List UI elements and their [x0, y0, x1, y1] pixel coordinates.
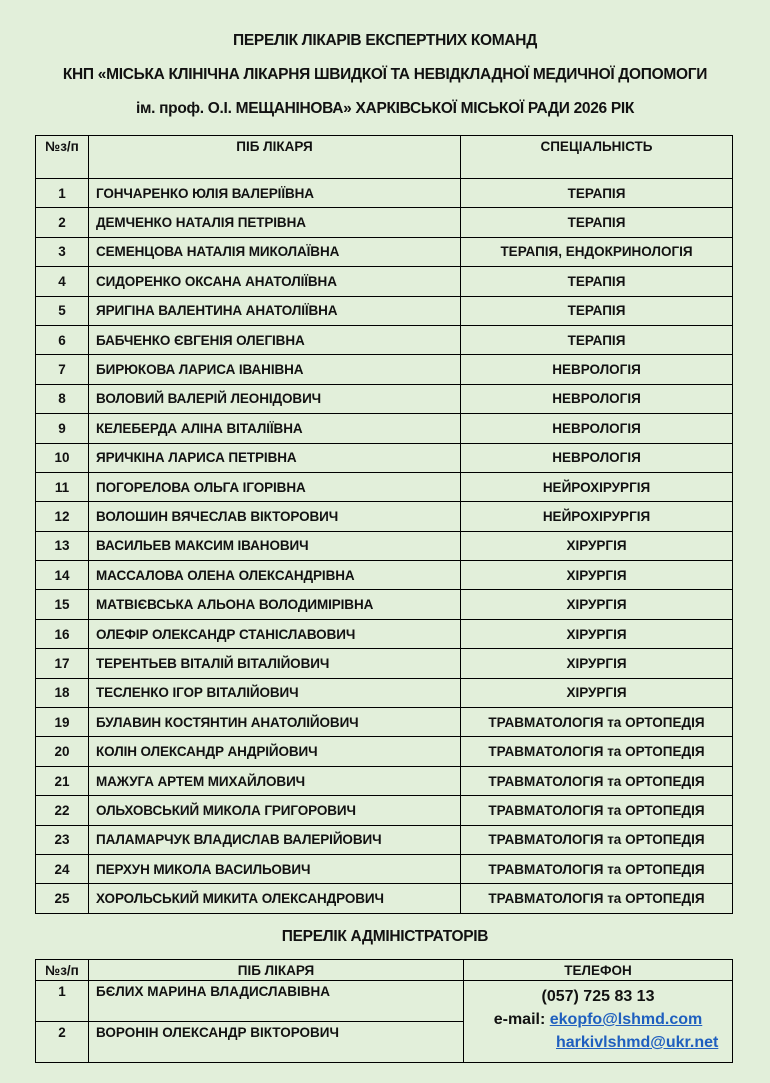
doctor-number: 7 [36, 355, 89, 384]
doctor-row [36, 443, 733, 472]
doctor-row [36, 208, 733, 237]
doctor-number: 21 [36, 766, 89, 795]
doctor-number: 15 [36, 590, 89, 619]
doctor-specialty: ТРАВМАТОЛОГІЯ та ОРТОПЕДІЯ [461, 708, 733, 737]
doctor-number: 23 [36, 825, 89, 854]
doctor-specialty: ТРАВМАТОЛОГІЯ та ОРТОПЕДІЯ [461, 854, 733, 883]
admins-section-title: ПЕРЕЛІК АДМІНІСТРАТОРІВ [281, 928, 489, 945]
doctor-row [36, 355, 733, 384]
doctors-table [35, 135, 733, 914]
doctor-number: 11 [36, 472, 89, 501]
institution-name-line-2: ім. проф. О.І. МЕЩАНІНОВА» ХАРКІВСЬКОЇ МІСЬКОЇ РАДИ 2026 РІК [135, 100, 635, 117]
doctor-name: ОЛЕФІР ОЛЕКСАНДР СТАНІСЛАВОВИЧ [89, 619, 461, 648]
doctor-specialty: НЕВРОЛОГІЯ [461, 384, 733, 413]
column-header-name: ПІБ ЛІКАРЯ [89, 960, 464, 981]
doctor-row [36, 854, 733, 883]
doctor-number: 10 [36, 443, 89, 472]
doctor-name: ЯРИГІНА ВАЛЕНТИНА АНАТОЛІЇВНА [89, 296, 461, 325]
doctor-name: ЯРИЧКІНА ЛАРИСА ПЕТРІВНА [89, 443, 461, 472]
doctor-row [36, 708, 733, 737]
doctor-name: ВАСИЛЬЕВ МАКСИМ ІВАНОВИЧ [89, 531, 461, 560]
doctor-number: 4 [36, 267, 89, 296]
doctor-specialty: ТРАВМАТОЛОГІЯ та ОРТОПЕДІЯ [461, 766, 733, 795]
doctor-number: 19 [36, 708, 89, 737]
doctor-number: 1 [36, 179, 89, 208]
doctor-number: 3 [36, 237, 89, 266]
doctor-name: ТЕСЛЕНКО ІГОР ВІТАЛІЙОВИЧ [89, 678, 461, 707]
doctor-row [36, 179, 733, 208]
doctor-specialty: ХІРУРГІЯ [461, 590, 733, 619]
doctor-name: ПОГОРЕЛОВА ОЛЬГА ІГОРІВНА [89, 472, 461, 501]
doctor-number: 16 [36, 619, 89, 648]
doctor-row [36, 737, 733, 766]
doctor-specialty: ТЕРАПІЯ [461, 325, 733, 354]
phone-number: (057) 725 83 13 [541, 988, 655, 1005]
doctor-number: 18 [36, 678, 89, 707]
doctor-specialty: НЕЙРОХІРУРГІЯ [461, 502, 733, 531]
institution-name-line-1: КНП «МІСЬКА КЛІНІЧНА ЛІКАРНЯ ШВИДКОЇ ТА НЕВІДКЛАДНОЇ МЕДИЧНОЇ ДОПОМОГИ [62, 66, 708, 83]
admin-row [36, 981, 733, 1022]
doctor-specialty: НЕВРОЛОГІЯ [461, 443, 733, 472]
doctor-number: 20 [36, 737, 89, 766]
doctor-name: ВОЛОВИЙ ВАЛЕРІЙ ЛЕОНІДОВИЧ [89, 384, 461, 413]
doctor-row [36, 384, 733, 413]
doctor-row [36, 531, 733, 560]
doctor-row [36, 766, 733, 795]
column-header-specialty: СПЕЦІАЛЬНІСТЬ [461, 136, 733, 179]
column-header-name: ПІБ ЛІКАРЯ [89, 136, 461, 179]
doctor-name: КЕЛЕБЕРДА АЛІНА ВІТАЛІЇВНА [89, 414, 461, 443]
document-title: ПЕРЕЛІК ЛІКАРІВ ЕКСПЕРТНИХ КОМАНД [233, 32, 537, 49]
admins-table [35, 959, 733, 1063]
doctor-specialty: ТЕРАПІЯ [461, 267, 733, 296]
doctor-row [36, 267, 733, 296]
doctor-number: 24 [36, 854, 89, 883]
doctor-name: МАССАЛОВА ОЛЕНА ОЛЕКСАНДРІВНА [89, 561, 461, 590]
doctor-number: 13 [36, 531, 89, 560]
doctor-name: СИДОРЕНКО ОКСАНА АНАТОЛІЇВНА [89, 267, 461, 296]
doctor-name: ОЛЬХОВСЬКИЙ МИКОЛА ГРИГОРОВИЧ [89, 796, 461, 825]
doctor-name: ВОЛОШИН ВЯЧЕСЛАВ ВІКТОРОВИЧ [89, 502, 461, 531]
doctor-name: БИРЮКОВА ЛАРИСА ІВАНІВНА [89, 355, 461, 384]
doctor-specialty: ХІРУРГІЯ [461, 678, 733, 707]
admin-contact-cell [464, 981, 733, 1063]
doctor-row [36, 237, 733, 266]
doctor-number: 5 [36, 296, 89, 325]
doctor-name: БУЛАВИН КОСТЯНТИН АНАТОЛІЙОВИЧ [89, 708, 461, 737]
doctor-specialty: ТЕРАПІЯ [461, 208, 733, 237]
doctor-name: ПЕРХУН МИКОЛА ВАСИЛЬОВИЧ [89, 854, 461, 883]
doctor-name: ПАЛАМАРЧУК ВЛАДИСЛАВ ВАЛЕРІЙОВИЧ [89, 825, 461, 854]
doctor-name: КОЛІН ОЛЕКСАНДР АНДРІЙОВИЧ [89, 737, 461, 766]
doctor-row [36, 325, 733, 354]
doctor-row [36, 502, 733, 531]
doctor-number: 12 [36, 502, 89, 531]
doctor-specialty: ХІРУРГІЯ [461, 531, 733, 560]
doctor-number: 22 [36, 796, 89, 825]
doctor-specialty: ХІРУРГІЯ [461, 561, 733, 590]
doctor-name: МАТВІЄВСЬКА АЛЬОНА ВОЛОДИМІРІВНА [89, 590, 461, 619]
doctor-row [36, 590, 733, 619]
doctor-row [36, 619, 733, 648]
admin-number: 2 [36, 1022, 89, 1063]
doctor-row [36, 796, 733, 825]
doctor-specialty: ТРАВМАТОЛОГІЯ та ОРТОПЕДІЯ [461, 825, 733, 854]
doctor-row [36, 296, 733, 325]
doctor-name: СЕМЕНЦОВА НАТАЛІЯ МИКОЛАЇВНА [89, 237, 461, 266]
doctor-number: 9 [36, 414, 89, 443]
email-link-1[interactable]: ekopfo@lshmd.com [549, 1011, 703, 1028]
column-header-number: №з/п [36, 136, 89, 179]
column-header-number: №з/п [36, 960, 89, 981]
doctor-specialty: ХІРУРГІЯ [461, 619, 733, 648]
doctor-row [36, 561, 733, 590]
admin-number: 1 [36, 981, 89, 1022]
doctor-number: 8 [36, 384, 89, 413]
doctor-number: 2 [36, 208, 89, 237]
doctor-name: ГОНЧАРЕНКО ЮЛІЯ ВАЛЕРІЇВНА [89, 179, 461, 208]
email-line-2 [464, 1031, 732, 1054]
admins-table-header [36, 960, 733, 981]
doctor-row [36, 884, 733, 913]
doctor-row [36, 825, 733, 854]
doctor-specialty: НЕВРОЛОГІЯ [461, 414, 733, 443]
doctor-specialty: ТЕРАПІЯ [461, 179, 733, 208]
doctor-specialty: ТРАВМАТОЛОГІЯ та ОРТОПЕДІЯ [461, 884, 733, 913]
doctor-number: 17 [36, 649, 89, 678]
email-label: e-mail: [493, 1011, 546, 1028]
doctor-specialty: ТРАВМАТОЛОГІЯ та ОРТОПЕДІЯ [461, 796, 733, 825]
doctor-name: ТЕРЕНТЬЕВ ВІТАЛІЙ ВІТАЛІЙОВИЧ [89, 649, 461, 678]
doctor-name: ДЕМЧЕНКО НАТАЛІЯ ПЕТРІВНА [89, 208, 461, 237]
doctor-row [36, 472, 733, 501]
doctor-specialty: ТЕРАПІЯ, ЕНДОКРИНОЛОГІЯ [461, 237, 733, 266]
email-link-2[interactable]: harkivlshmd@ukr.net [556, 1034, 719, 1051]
doctor-number: 25 [36, 884, 89, 913]
admin-name: ВОРОНІН ОЛЕКСАНДР ВІКТОРОВИЧ [89, 1022, 464, 1063]
doctor-number: 6 [36, 325, 89, 354]
doctor-name: ХОРОЛЬСЬКИЙ МИКИТА ОЛЕКСАНДРОВИЧ [89, 884, 461, 913]
doctor-specialty: НЕВРОЛОГІЯ [461, 355, 733, 384]
doctor-name: БАБЧЕНКО ЄВГЕНІЯ ОЛЕГІВНА [89, 325, 461, 354]
doctor-row [36, 649, 733, 678]
doctor-number: 14 [36, 561, 89, 590]
doctor-specialty: ТЕРАПІЯ [461, 296, 733, 325]
doctor-specialty: НЕЙРОХІРУРГІЯ [461, 472, 733, 501]
doctor-specialty: ХІРУРГІЯ [461, 649, 733, 678]
doctor-name: МАЖУГА АРТЕМ МИХАЙЛОВИЧ [89, 766, 461, 795]
doctor-row [36, 678, 733, 707]
doctor-specialty: ТРАВМАТОЛОГІЯ та ОРТОПЕДІЯ [461, 737, 733, 766]
doctor-row [36, 414, 733, 443]
column-header-phone: ТЕЛЕФОН [464, 960, 733, 981]
email-line-1 [464, 1008, 732, 1031]
admin-name: БЄЛИХ МАРИНА ВЛАДИСЛАВІВНА [89, 981, 464, 1022]
doctors-table-header [36, 136, 733, 179]
